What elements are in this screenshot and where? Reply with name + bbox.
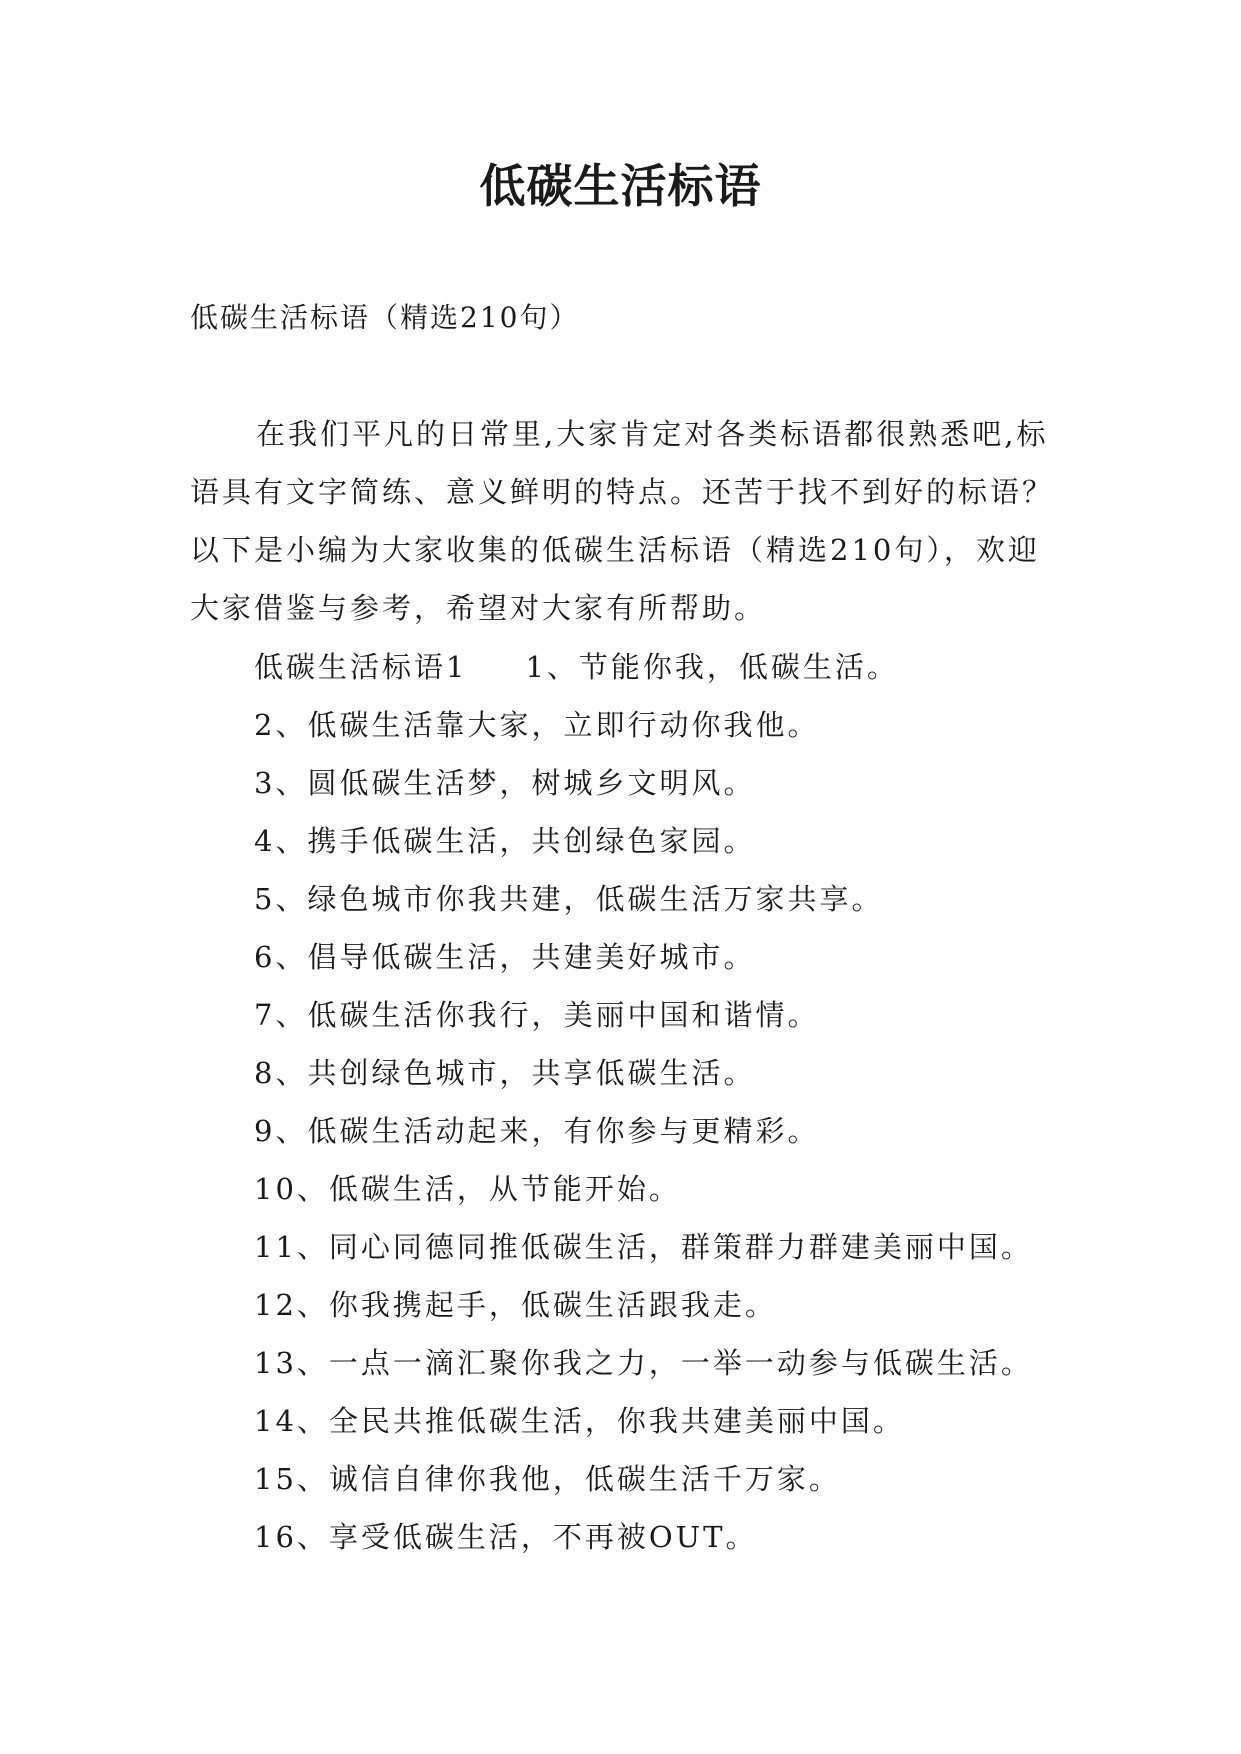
document-subtitle: 低碳生活标语（精选210句） [190,301,580,334]
slogan-item: 1、节能你我，低碳生活。 [525,650,899,684]
slogan-list [254,638,1154,1566]
slogan-item: 9、低碳生活动起来，有你参与更精彩。 [254,1114,820,1148]
slogan-item: 4、携手低碳生活，共创绿色家园。 [254,824,756,858]
slogan-item: 8、共创绿色城市，共享低碳生活。 [254,1056,756,1090]
page-title: 低碳生活标语 [479,159,762,213]
section-heading: 低碳生活标语1 [254,650,468,684]
slogan-item: 6、倡导低碳生活，共建美好城市。 [254,940,756,974]
slogan-item: 3、圆低碳生活梦，树城乡文明风。 [254,766,756,800]
slogan-item: 16、享受低碳生活，不再被OUT。 [254,1520,758,1554]
slogan-item: 12、你我携起手，低碳生活跟我走。 [254,1288,777,1322]
slogan-item: 7、低碳生活你我行，美丽中国和谐情。 [254,998,820,1032]
slogan-item: 2、低碳生活靠大家，立即行动你我他。 [254,708,820,742]
slogan-item: 15、诚信自律你我他，低碳生活千万家。 [254,1462,841,1496]
slogan-item: 10、低碳生活，从节能开始。 [254,1172,681,1206]
slogan-item: 11、同心同德同推低碳生活，群策群力群建美丽中国。 [254,1230,1033,1264]
slogan-section-row [254,638,1154,696]
intro-paragraph: 在我们平凡的日常里,大家肯定对各类标语都很熟悉吧,标语具有文字简练、意义鲜明的特点。还苦于找不到好的标语？以下是小编为大家收集的低碳生活标语（精选210句），欢迎大家借鉴与参考，希望对大家有所帮助。 [190,417,1055,625]
slogan-item: 13、一点一滴汇聚你我之力，一举一动参与低碳生活。 [254,1346,1033,1380]
slogan-item: 14、全民共推低碳生活，你我共建美丽中国。 [254,1404,905,1438]
slogan-item: 5、绿色城市你我共建，低碳生活万家共享。 [254,882,884,916]
